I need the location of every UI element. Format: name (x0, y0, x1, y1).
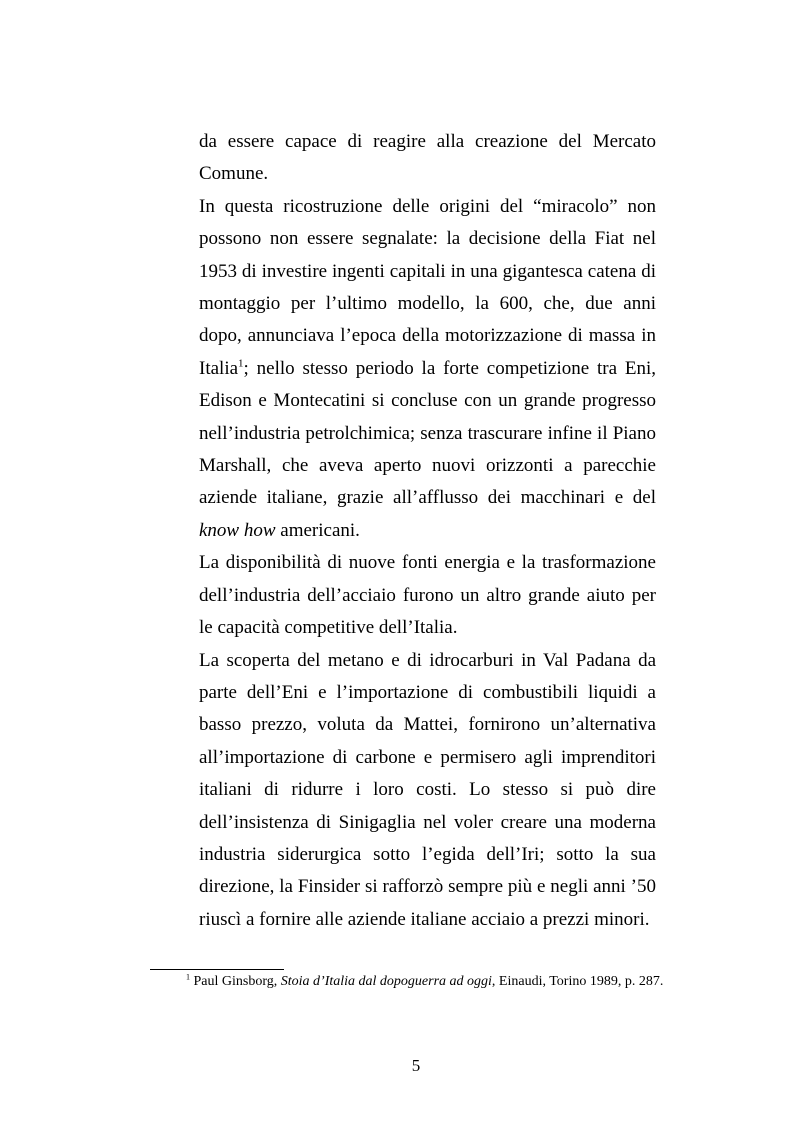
paragraph-mercato-comune: da essere capace di reagire alla creazione del Mercato Comune. (199, 131, 656, 185)
body-text (199, 126, 656, 936)
paragraph-text: In questa ricostruzione delle origini del “miracolo” non possono non essere segnalate: la decisione della Fiat nel 1953 di investire ingenti capitali in una gigantesca catena di montaggio per l’ultimo modello, la 600, che, due anni dopo, annunciava l’epoca della motorizzazione di massa in Italia (199, 195, 656, 379)
footnote-marker: 1 (186, 972, 190, 982)
paragraph-energy-steel: La disponibilità di nuove fonti energia e la trasformazione dell’industria dell’acciaio furono un altro grande aiuto per le capacità competitive dell’Italia. (199, 552, 656, 639)
footnote-title: Stoia d’Italia dal dopoguerra ad oggi (280, 974, 492, 989)
footnote-publication: , Einaudi, Torino 1989, p. 287. (491, 974, 664, 989)
page-number: 5 (411, 1056, 421, 1075)
footnote (186, 973, 706, 991)
footnote-separator (150, 969, 284, 970)
paragraph-miracolo-origins (199, 191, 656, 547)
paragraph-methane-discovery: La scoperta del metano e di idrocarburi in Val Padana da parte dell’Eni e l’importazione di combustibili liquidi a basso prezzo, voluta da Mattei, fornirono un’alternativa all’importazione di carbone e permisero agli imprenditori italiani di ridurre i loro costi. Lo stesso si può dire dell’insistenza di Sinigaglia nel voler creare una moderna industria siderurgica sotto l’egida dell’Iri; sotto la sua direzione, la Finsider si rafforzò sempre più e negli anni ’50 riuscì a fornire alle aziende italiane acciaio a prezzi minori. (199, 649, 656, 930)
footnote-author: Paul Ginsborg, (190, 974, 281, 989)
emphasis-know-how: know how (199, 519, 276, 541)
footnote-reference[interactable]: 1 (238, 357, 244, 370)
paragraph-text: ; nello stesso periodo la forte competizione tra Eni, Edison e Montecatini si concluse con un grande progresso nell’industria petrolchimica; senza trascurare infine il Piano Marshall, che aveva aperto nuovi orizzonti a parecchie aziende italiane, grazie all’afflusso dei macchinari e del (199, 357, 656, 509)
paragraph-text: americani. (275, 519, 360, 541)
